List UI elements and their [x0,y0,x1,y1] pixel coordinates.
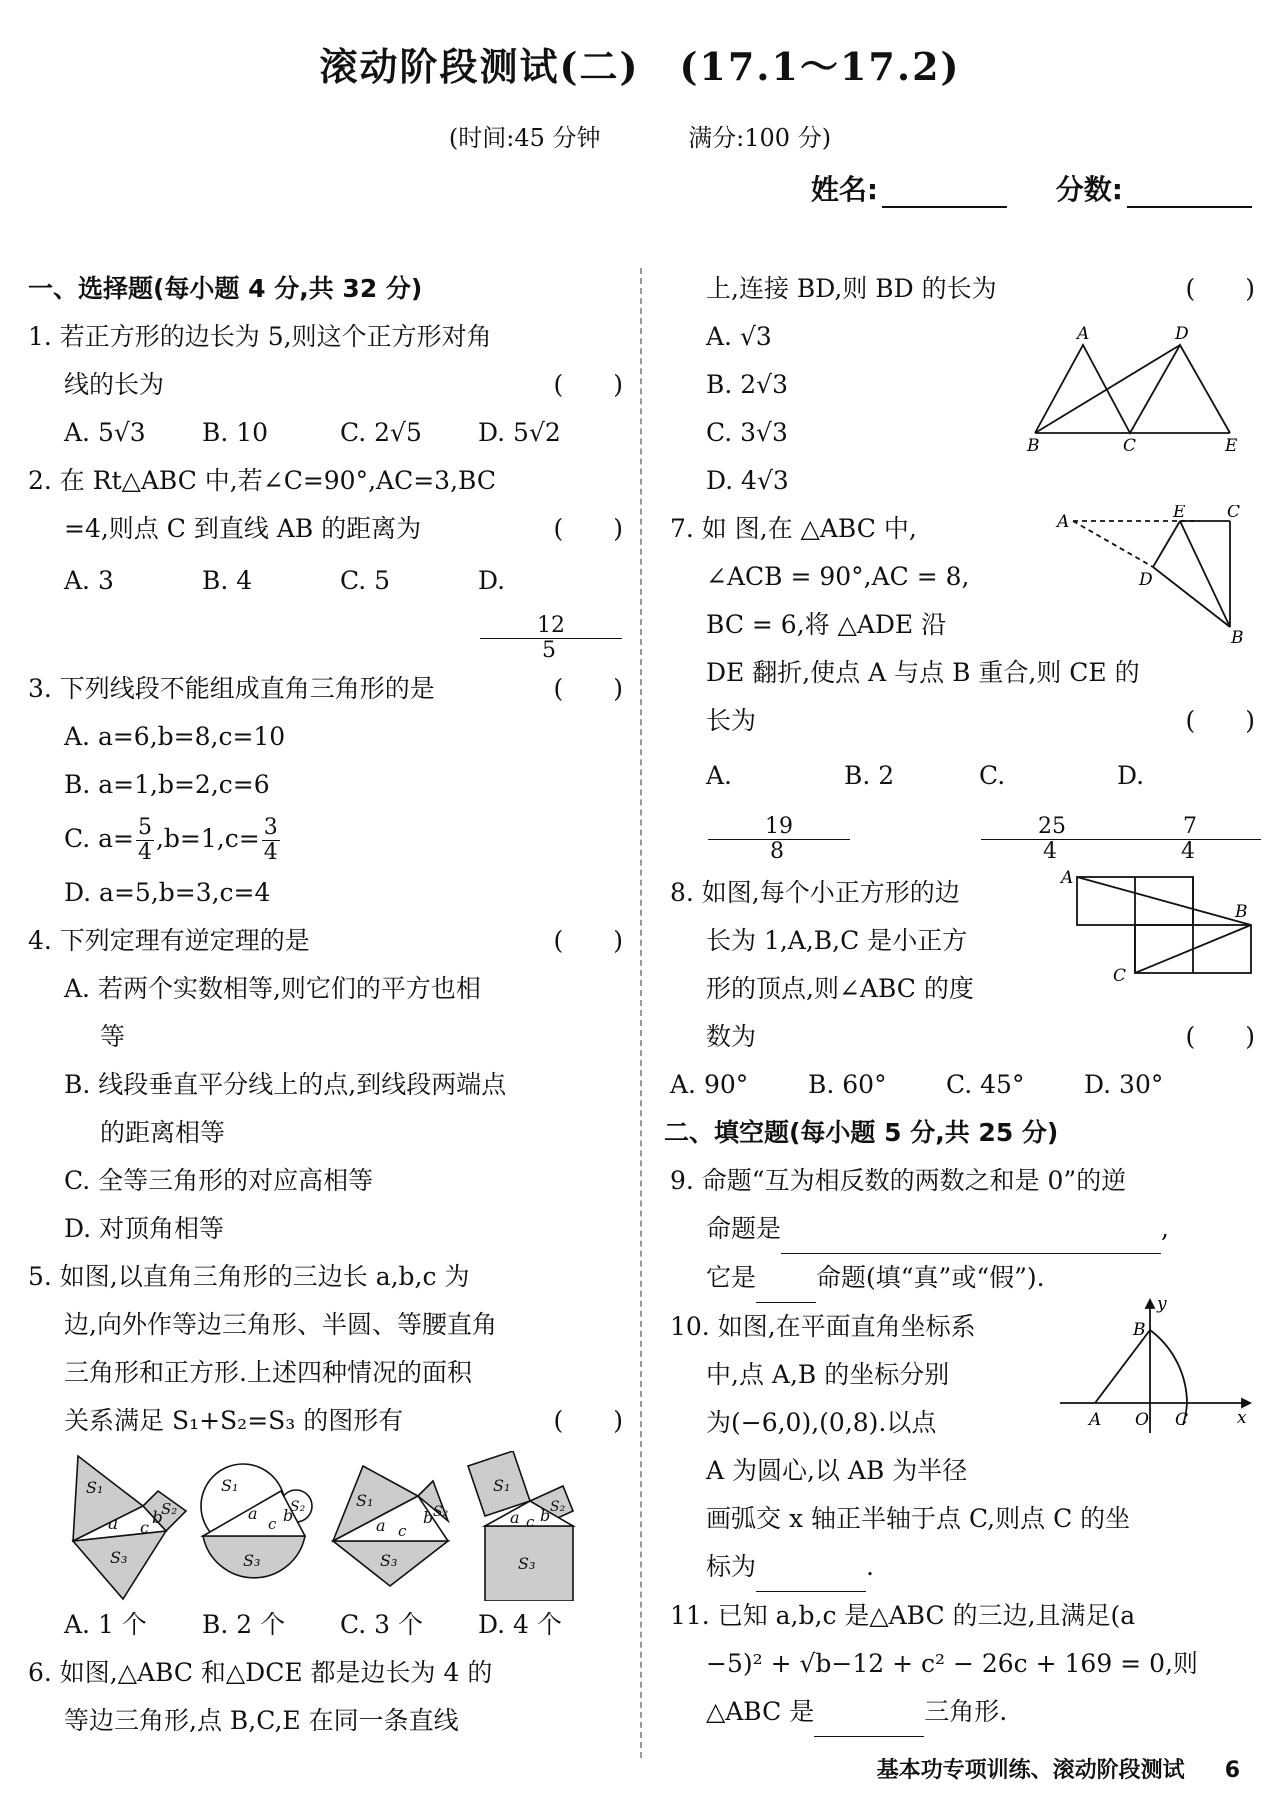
q5-figure-1 [73,1456,186,1599]
q11-line3: △ABC 是 三角形. [670,1688,1255,1737]
q8-option-a[interactable]: A. 90° [670,1070,749,1099]
q6-point-a: A [1077,324,1090,344]
q7-point-a: A [1057,512,1070,532]
q5-option-d[interactable]: D. 4 个 [478,1610,562,1639]
q6-option-c[interactable]: C. 3√3 [706,418,788,447]
q6-option-b[interactable]: B. 2√3 [706,370,789,399]
question-6 [28,1649,623,1745]
side-b-label: b [152,1508,163,1528]
q5-paren[interactable]: ( ) [553,1406,623,1435]
q6-figure [1025,323,1255,453]
q8-line1: 8. 如图,每个小正方形的边 [670,878,960,907]
side-a-label: a [108,1514,119,1534]
q2-option-d[interactable]: D. $\frac{12}{5}$ [478,553,616,665]
q7-option-a[interactable]: A. $\frac{19}{8}$ [706,745,844,869]
q10-axis-y: y [1157,1295,1167,1314]
footer-text: 基本功专项训练、滚动阶段测试 [876,1758,1185,1783]
q3-option-a[interactable]: A. a=6,b=8,c=10 [64,722,286,751]
name-blank[interactable] [882,178,1007,208]
q4-option-b[interactable]: B. 线段垂直平分线上的点,到线段两端点 [64,1070,507,1099]
q7-options [670,745,1255,869]
question-4 [28,917,623,1253]
q5-figures [28,1451,628,1601]
q5-figure-3 [333,1466,449,1586]
svg-text:a: a [376,1516,386,1535]
q3-paren[interactable]: ( ) [553,674,623,703]
right-column [664,265,1255,1737]
q10-line6: 标为 . [670,1543,1255,1592]
question-2 [28,457,623,665]
question-3 [28,665,623,917]
q8-point-b: B [1235,902,1248,922]
q9-line2: 命题是 , [670,1205,1255,1254]
q5-line1: 5. 如图,以直角三角形的三边长 a,b,c 为 [28,1262,470,1291]
score-blank[interactable] [1127,178,1252,208]
q10-line4: A 为圆心,以 AB 为半径 [706,1456,968,1485]
q2-line2: =4,则点 C 到直线 AB 的距离为 ( ) [28,505,623,553]
question-5 [28,1253,623,1649]
q5-line4: 关系满足 S₁+S₂=S₃ 的图形有 ( ) [28,1397,623,1445]
q3-option-c[interactable]: C. a= $\frac{5}{4}$ ,b=1,c= $\frac{3}{4}$ [64,815,278,865]
q5-figure-2 [201,1464,312,1578]
q6-point-b: B [1027,436,1040,453]
q8-point-c: C [1113,966,1127,986]
q8-option-d[interactable]: D. 30° [1084,1070,1164,1099]
q7-line4: DE 翻折,使点 A 与点 B 重合,则 CE 的 [706,658,1140,687]
svg-text:b: b [423,1508,434,1527]
q10-point-b: B [1133,1320,1146,1340]
svg-text:c: c [268,1515,277,1533]
q1-paren[interactable]: ( ) [553,370,623,399]
svg-text:S₁: S₁ [221,1476,239,1495]
svg-text:b: b [540,1506,551,1525]
q7-point-d: D [1139,570,1153,590]
name-label: 姓名: [810,173,879,206]
q7-line3: BC = 6,将 △ADE 沿 [706,610,947,639]
q8-option-c[interactable]: C. 45° [946,1070,1025,1099]
time-limit: (时间:45 分钟 [448,124,601,152]
q5-line2: 边,向外作等边三角形、半圆、等腰直角 [64,1310,497,1339]
svg-text:S₂: S₂ [433,1504,449,1520]
q6-body [670,313,1255,505]
q10-blank[interactable] [756,1543,866,1592]
q9-line3: 它是 命题(填“真”或“假”). [670,1254,1255,1303]
q10-point-a: A [1089,1410,1102,1430]
q7-paren[interactable]: ( ) [1185,706,1255,735]
side-c-label: c [140,1518,149,1537]
q7-line2: ∠ACB = 90°,AC = 8, [706,562,970,591]
q11-line1: 11. 已知 a,b,c 是△ABC 的三边,且满足(a [670,1601,1136,1630]
svg-text:b: b [283,1506,294,1525]
q6-point-e: E [1225,436,1238,453]
svg-text:S₁: S₁ [356,1491,374,1510]
q7-line5: 长为 ( ) [670,697,1255,745]
q7-option-d[interactable]: D. $\frac{7}{4}$ [1117,745,1255,869]
svg-text:S₃: S₃ [243,1551,261,1570]
section1-title: 一、选择题(每小题 4 分,共 32 分) [28,274,423,303]
q2-option-a[interactable]: A. 3 [64,566,114,595]
q4-option-c[interactable]: C. 全等三角形的对应高相等 [64,1166,374,1195]
q4-option-a[interactable]: A. 若两个实数相等,则它们的平方也相 [64,974,481,1003]
svg-text:S₁: S₁ [493,1476,511,1495]
question-8 [670,869,1255,1109]
q7-option-b[interactable]: B. 2 [844,761,895,790]
question-6-cont [670,265,1255,505]
q8-line2: 长为 1,A,B,C 是小正方 [706,926,968,955]
q6-point-d: D [1175,324,1189,344]
q2-options [28,553,623,665]
q7-line1: 7. 如 图,在 △ABC 中, [670,514,917,543]
q6-paren[interactable]: ( ) [1185,274,1255,303]
q1-option-b[interactable]: B. 10 [202,418,269,447]
left-column [28,265,623,1745]
exam-info [0,118,1280,153]
q8-point-a: A [1061,869,1074,888]
q10-point-o: O [1135,1410,1149,1430]
q2-option-c[interactable]: C. 5 [340,566,391,595]
q8-option-b[interactable]: B. 60° [808,1070,887,1099]
q7-figure [1055,505,1255,645]
q4-line1: 4. 下列定理有逆定理的是 ( ) [28,917,623,965]
footer [877,1753,1240,1784]
s3-label: S₃ [110,1548,128,1567]
q3-option-d[interactable]: D. a=5,b=3,c=4 [64,878,271,907]
q8-line4: 数为 ( ) [670,1013,1255,1061]
q5-line3: 三角形和正方形.上述四种情况的面积 [64,1358,472,1387]
score-label: 分数: [1055,173,1123,206]
q5-options [28,1601,623,1649]
q6-option-d[interactable]: D. 4√3 [706,466,789,495]
q2-option-b[interactable]: B. 4 [202,566,253,595]
q8-paren[interactable]: ( ) [1185,1022,1255,1051]
q10-figure [1055,1295,1255,1435]
q1-line2: 线的长为 ( ) [28,361,623,409]
svg-text:S₃: S₃ [380,1551,398,1570]
q5-figure-4 [468,1451,573,1601]
q10-line2: 中,点 A,B 的坐标分别 [706,1360,950,1389]
question-9 [670,1157,1255,1303]
q1-line1: 1. 若正方形的边长为 5,则这个正方形对角 [28,322,492,351]
svg-text:a: a [510,1508,520,1527]
q9-blank-1[interactable] [781,1205,1161,1254]
s2-label: S₂ [161,1500,178,1518]
name-score-box [811,168,1252,208]
svg-text:S₂: S₂ [290,1499,306,1515]
q11-blank[interactable] [814,1688,924,1737]
q3-line1: 3. 下列线段不能组成直角三角形的是 ( ) [28,665,623,713]
page-title: 滚动阶段测试(二) (17.1～17.2) [319,44,961,89]
q9-blank-2[interactable] [756,1254,816,1303]
question-1 [28,313,623,457]
q5-option-b[interactable]: B. 2 个 [202,1610,286,1639]
q4-option-a-cont: 等 [100,1022,126,1051]
q1-option-c[interactable]: C. 2√5 [340,418,422,447]
q8-figure [1055,869,1255,989]
question-10 [670,1295,1255,1592]
q6-option-a[interactable]: A. √3 [706,322,772,351]
svg-text:S₃: S₃ [518,1554,536,1573]
q11-line2: −5)² + √b−12 + c² − 26c + 169 = 0,则 [706,1649,1198,1678]
svg-text:a: a [248,1504,258,1523]
q5-option-a[interactable]: A. 1 个 [64,1610,147,1639]
q6-line1: 6. 如图,△ABC 和△DCE 都是边长为 4 的 [28,1658,493,1687]
section2-title: 二、填空题(每小题 5 分,共 25 分) [664,1118,1059,1147]
q7-point-e: E [1173,505,1186,522]
q10-line1: 10. 如图,在平面直角坐标系 [670,1312,976,1341]
q2-line1: 2. 在 Rt△ABC 中,若∠C=90°,AC=3,BC [28,466,496,495]
q4-option-b-cont: 的距离相等 [100,1118,226,1147]
s1-label: S₁ [86,1478,104,1497]
q3-option-b[interactable]: B. a=1,b=2,c=6 [64,770,270,799]
q4-paren[interactable]: ( ) [553,926,623,955]
q1-option-d[interactable]: D. 5√2 [478,418,561,447]
q6-line2: 等边三角形,点 B,C,E 在同一条直线 [64,1706,459,1735]
question-7 [670,505,1255,869]
q4-option-d[interactable]: D. 对顶角相等 [64,1214,225,1243]
q7-option-c[interactable]: C. $\frac{25}{4}$ [979,745,1117,869]
question-11 [670,1592,1255,1737]
q10-line5: 画弧交 x 轴正半轴于点 C,则点 C 的坐 [706,1504,1131,1533]
page-number: 6 [1224,1758,1240,1783]
column-divider [640,268,642,1758]
q1-options [28,409,623,457]
svg-text:c: c [398,1522,407,1540]
q2-paren[interactable]: ( ) [553,514,623,543]
q9-line1: 9. 命题“互为相反数的两数之和是 0”的逆 [670,1166,1127,1195]
q5-option-c[interactable]: C. 3 个 [340,1610,423,1639]
svg-text:S₂: S₂ [550,1499,566,1515]
q10-point-c: C [1175,1410,1189,1430]
q6-line3: 上,连接 BD,则 BD 的长为 ( ) [670,265,1255,313]
q10-line3: 为(−6,0),(0,8).以点 [706,1408,937,1437]
q6-point-c: C [1123,436,1137,453]
q10-axis-x: x [1237,1408,1247,1428]
q8-line3: 形的顶点,则∠ABC 的度 [706,974,974,1003]
q1-option-a[interactable]: A. 5√3 [64,418,146,447]
q7-point-b: B [1231,628,1244,645]
svg-text:c: c [526,1513,535,1531]
full-score: 满分:100 分) [688,124,832,152]
q8-options [670,1061,1255,1109]
q7-point-c: C [1227,505,1241,522]
